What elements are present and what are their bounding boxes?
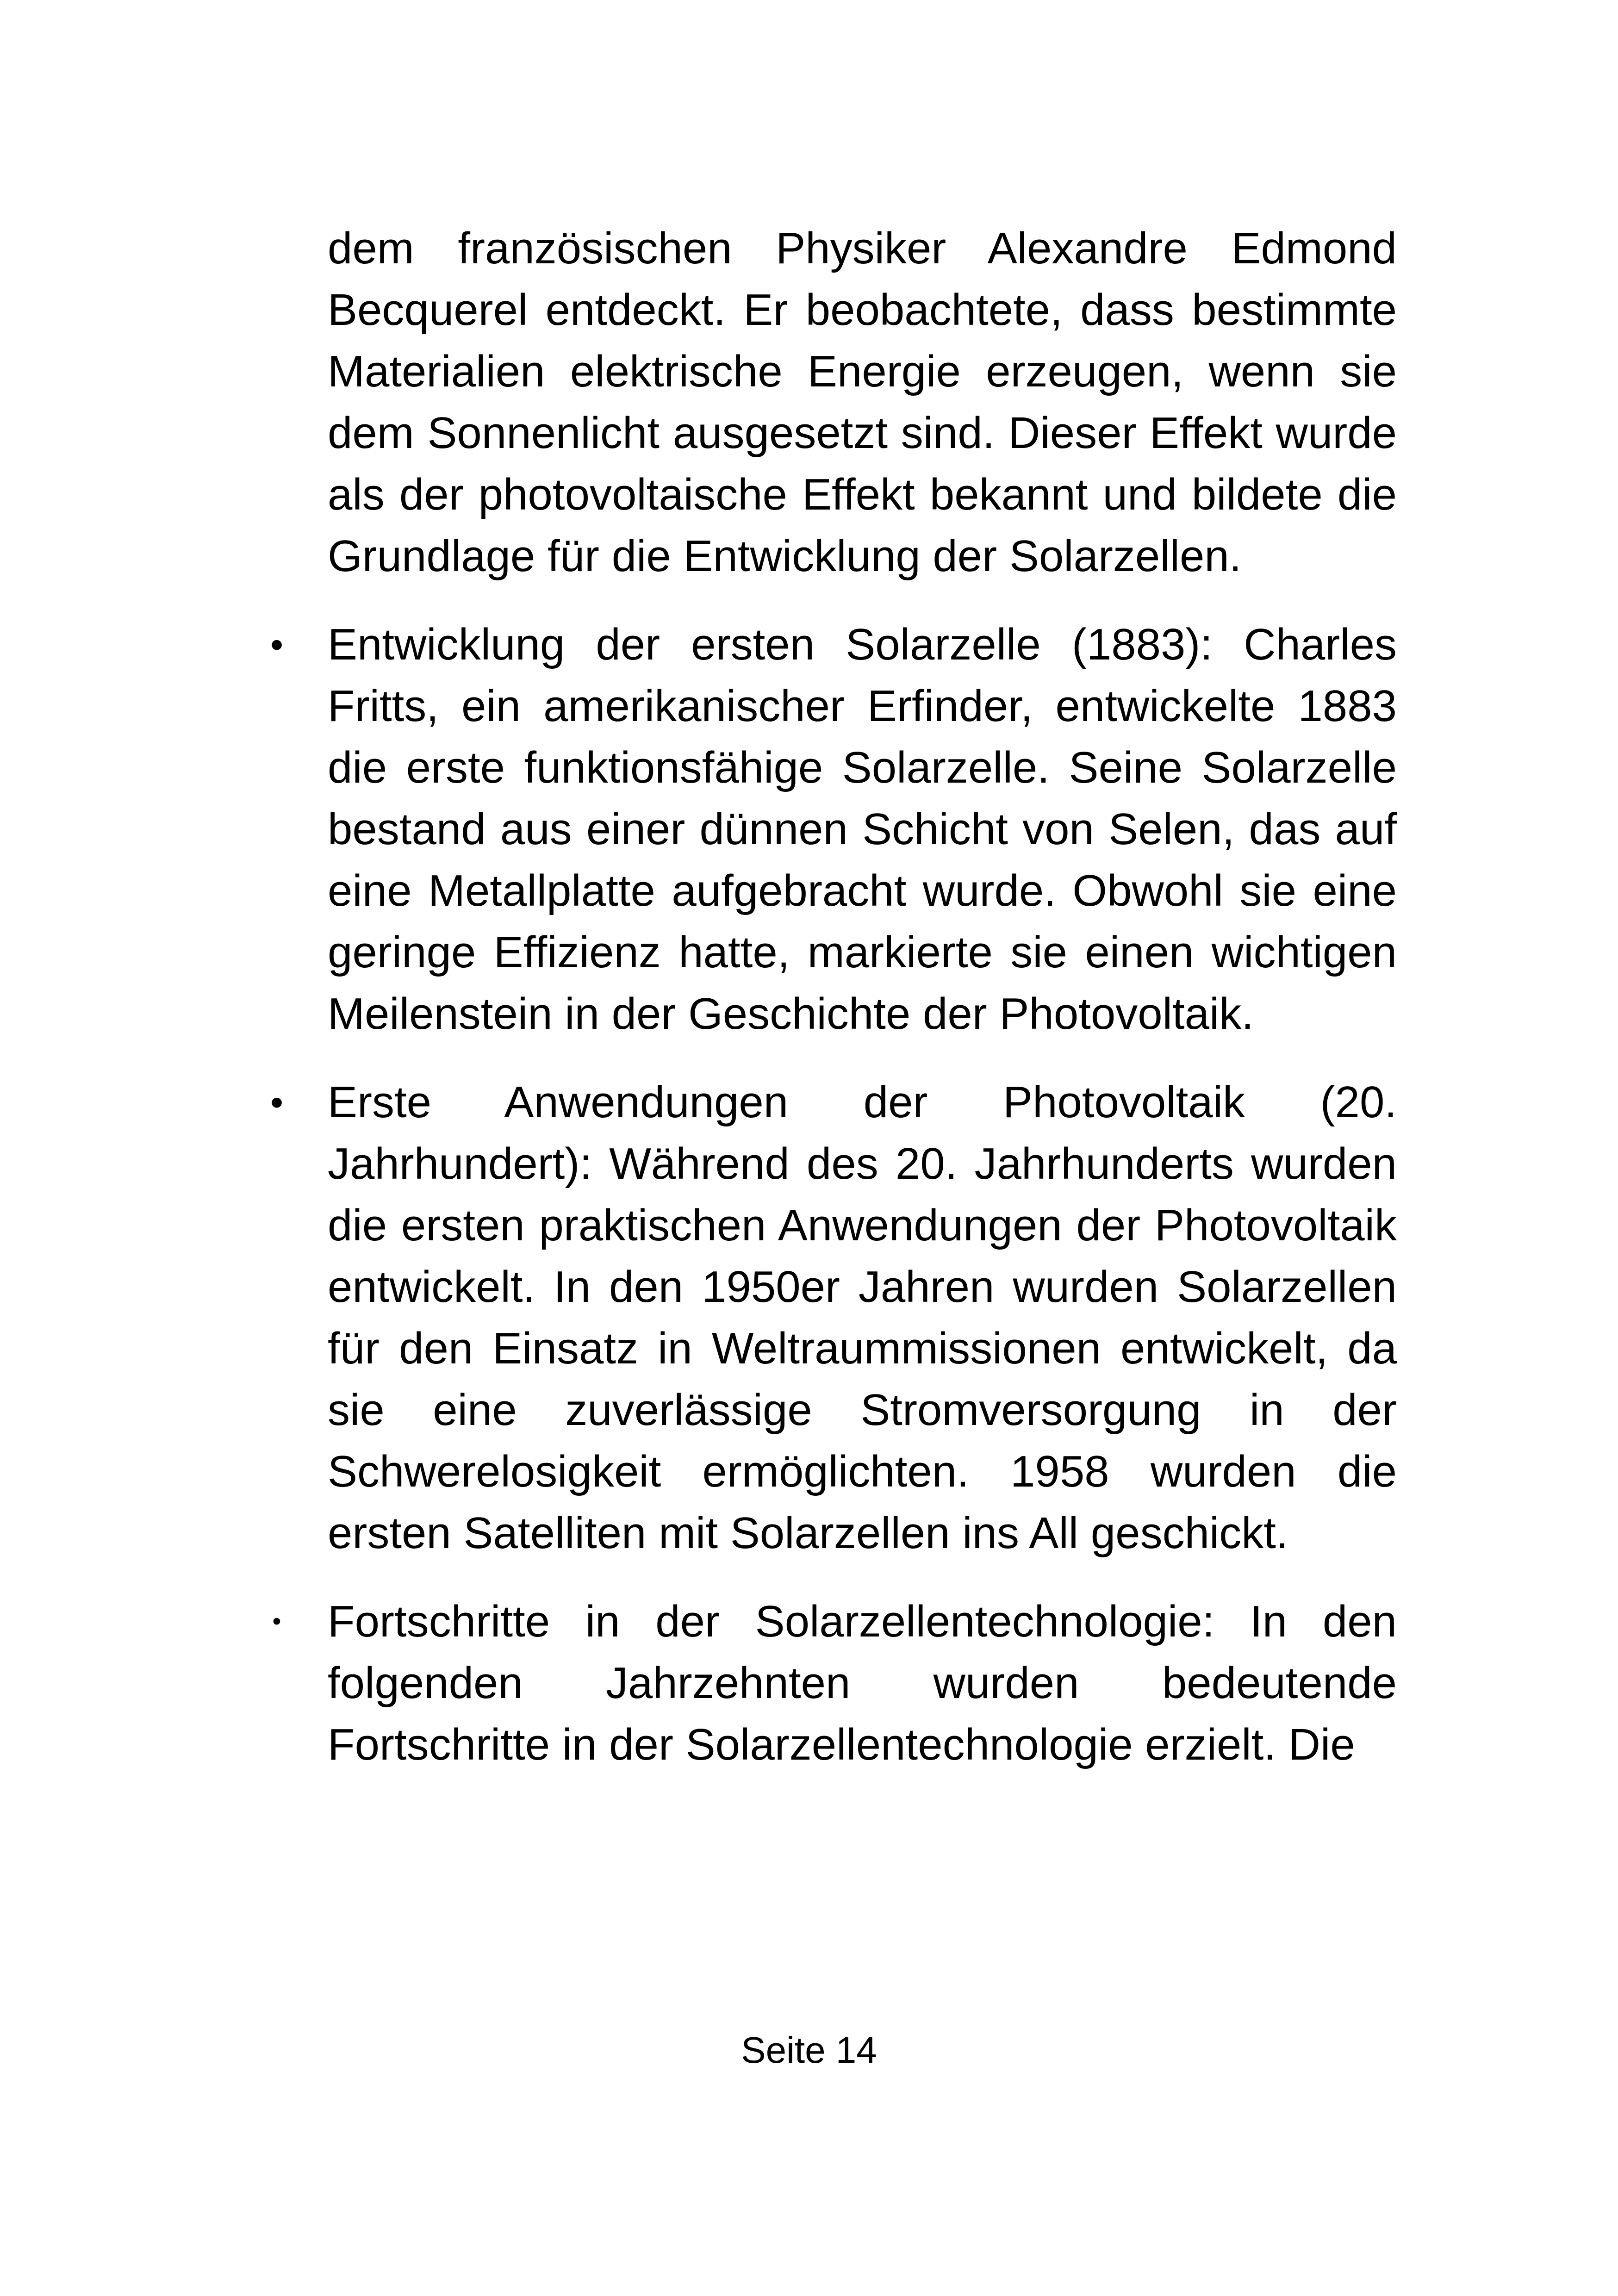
bullet-icon: • [270,1082,283,1123]
bullet-icon: • [272,1607,281,1635]
bullet-icon: • [270,624,283,665]
bullet-list [270,614,1397,1775]
list-item-text: Entwicklung der ersten Solarzelle (1883): Charles Fritts, ein amerikanischer Erfinder, entwickelte 1883 die erste funktionsfähige Solarzelle. Seine Solarzelle bestand aus einer dünnen Schicht von Selen, das auf eine Metallplatte aufgebracht wurde. Obwohl sie eine geringe Effizienz hatte, markierte sie einen wichtigen Meilenstein in der Geschichte der Photovoltaik. [328,620,1397,1039]
list-item [270,1071,1397,1564]
list-item [272,1591,1397,1775]
list-item-text: Fortschritte in der Solarzellentechnologie: In den folgenden Jahrzehnten wurden bedeutende Fortschritte in der Solarzellentechnologie erzielt. Die [328,1597,1397,1769]
intro-paragraph: dem französischen Physiker Alexandre Edmond Becquerel entdeckt. Er beobachtete, dass bestimmte Materialien elektrische Energie erzeugen, wenn sie dem Sonnenlicht ausgesetzt sind. Dieser Effekt wurde als der photovoltaische Effekt bekannt und bildete die Grundlage für die Entwicklung der Solarzellen. [328,224,1397,581]
list-item-text: Erste Anwendungen der Photovoltaik (20. Jahrhundert): Während des 20. Jahrhunderts wurden die ersten praktischen Anwendungen der Photovoltaik entwickelt. In den 1950er Jahren wurden Solarzellen für den Einsatz in Weltraummissionen entwickelt, da sie eine zuverlässige Stromversorgung in der Schwerelosigkeit ermöglichten. 1958 wurden die ersten Satelliten mit Solarzellen ins All geschickt. [328,1077,1397,1558]
page-number: Seite 14 [741,2029,877,2071]
page-content [270,218,1397,1802]
list-item [270,614,1397,1045]
